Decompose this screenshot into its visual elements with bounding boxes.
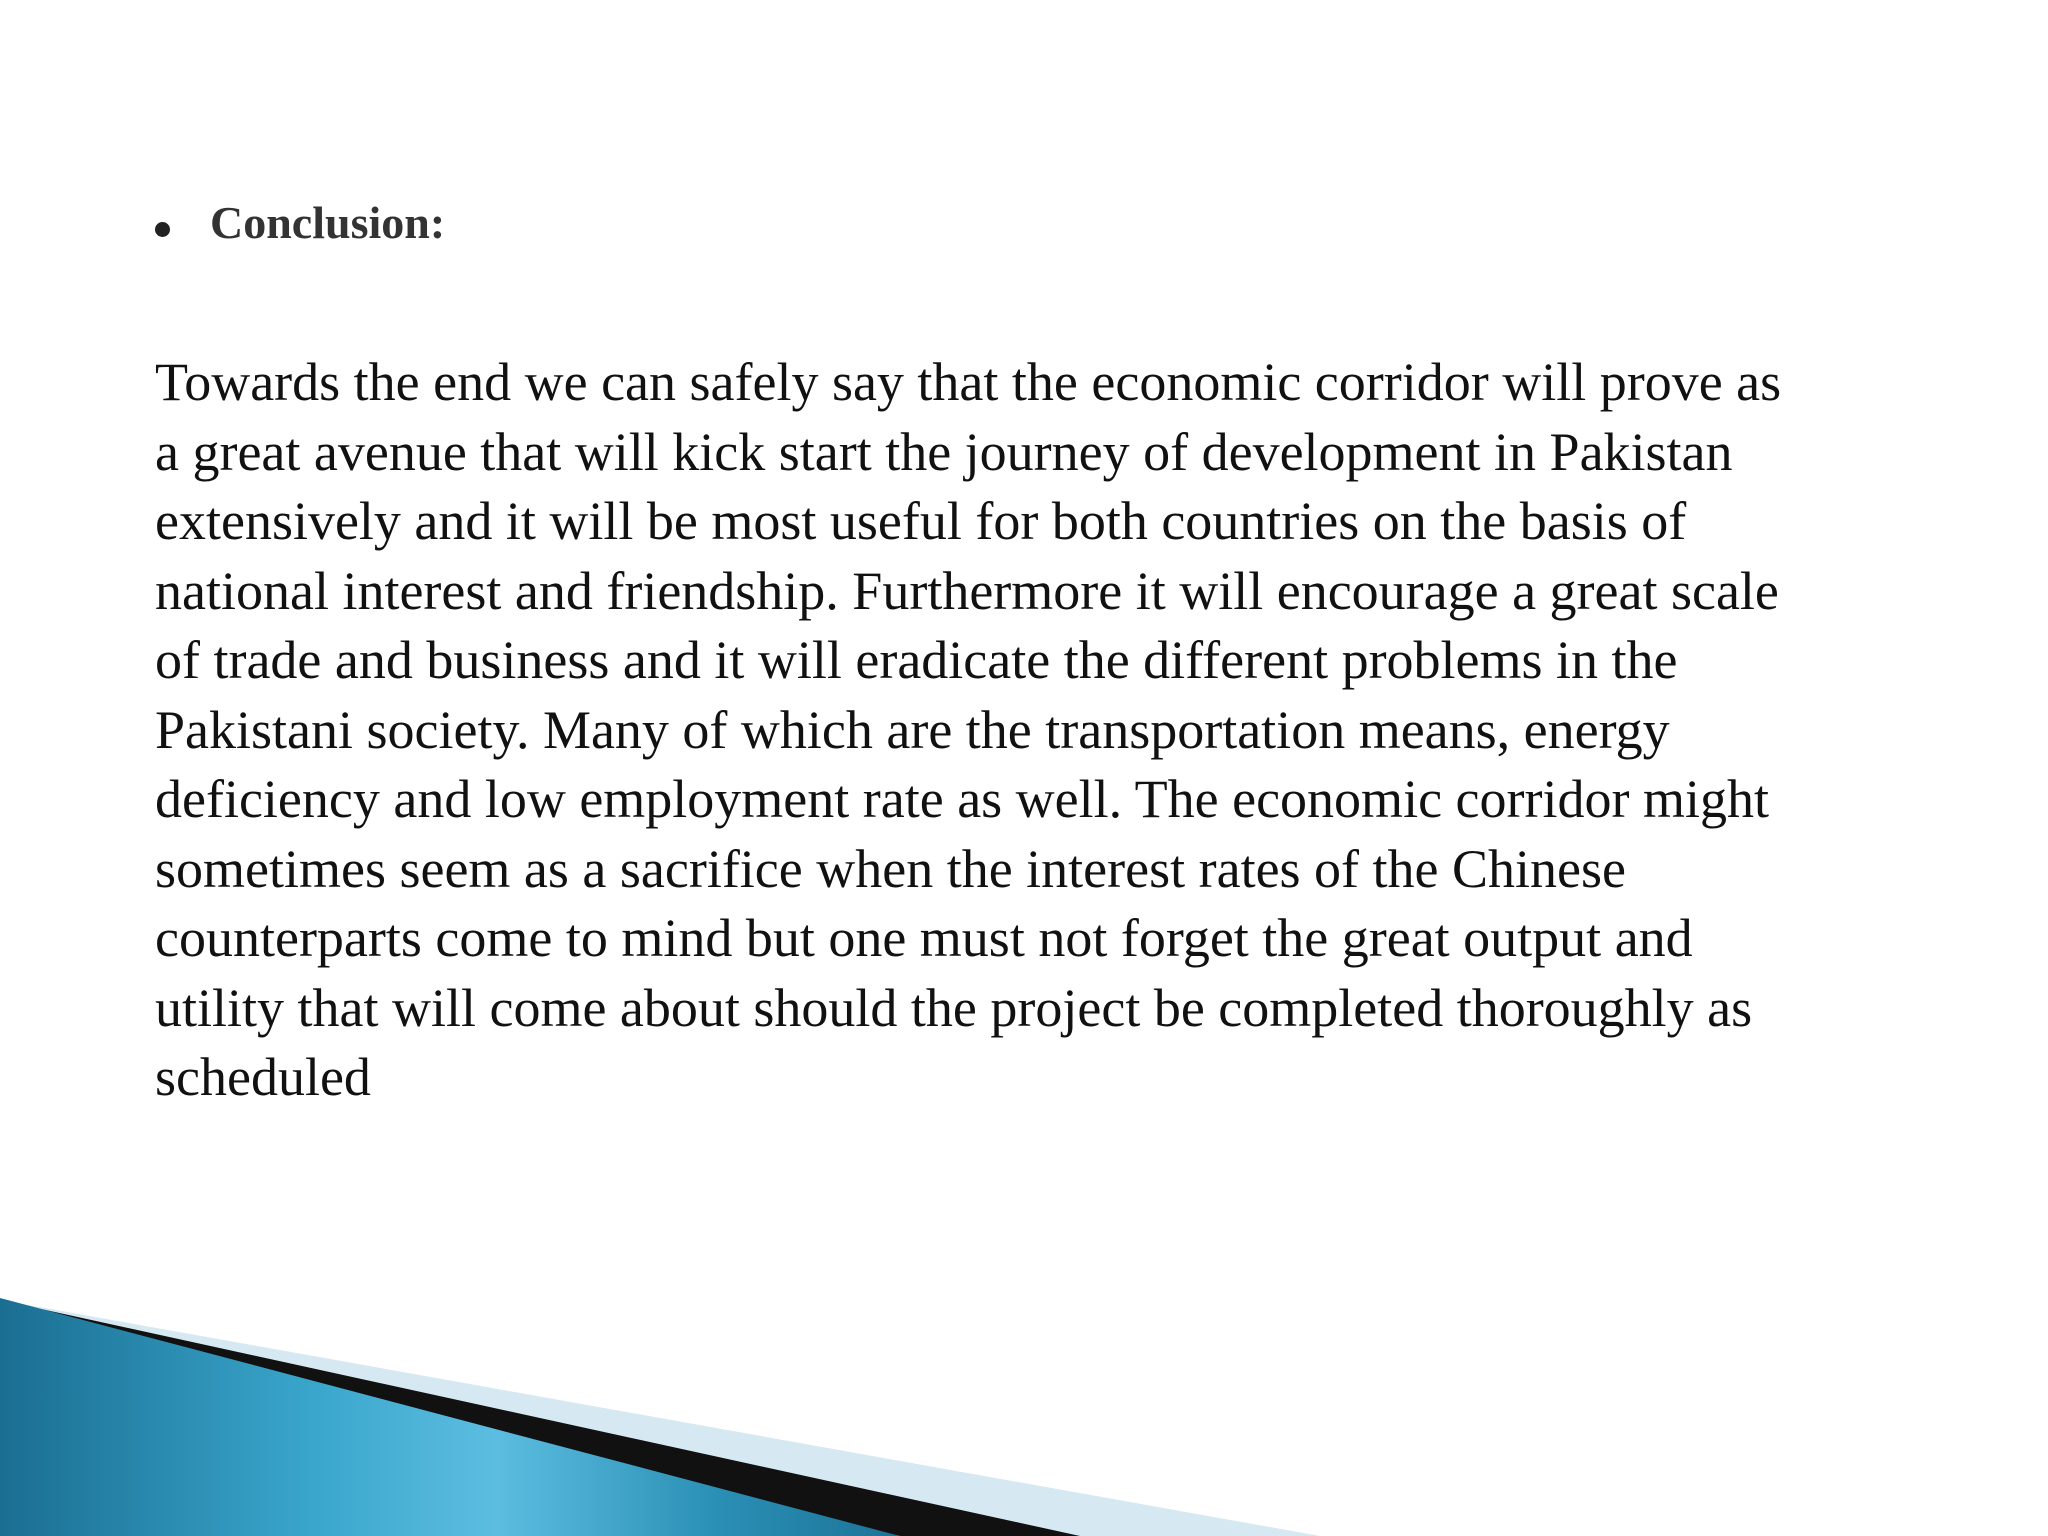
paragraph-line: utility that will come about should the project be completed thoroughly as xyxy=(155,977,1753,1038)
paragraph-line: a great avenue that will kick start the journey of development in Pakistan xyxy=(155,421,1733,482)
slide-heading xyxy=(155,196,445,249)
paragraph-line: deficiency and low employment rate as well. The economic corridor might xyxy=(155,769,1769,829)
paragraph-line: sometimes seem as a sacrifice when the interest rates of the Chinese xyxy=(155,838,1626,899)
paragraph-line: extensively and it will be most useful for both countries on the basis of xyxy=(155,491,1687,551)
bullet-icon xyxy=(155,222,170,237)
paragraph-line: Towards the end we can safely say that the economic corridor will prove as xyxy=(155,352,1782,412)
paragraph-line: national interest and friendship. Furthermore it will encourage a great scale xyxy=(155,560,1779,621)
conclusion-paragraph xyxy=(155,348,1915,1113)
paragraph-line: Pakistani society. Many of which are the transportation means, energy xyxy=(155,699,1670,760)
heading-text: Conclusion: xyxy=(210,197,446,248)
paragraph-line: of trade and business and it will eradicate the different problems in the xyxy=(155,630,1678,690)
paragraph-line: counterparts come to mind but one must not forget the great output and xyxy=(155,908,1693,968)
paragraph-line: scheduled xyxy=(155,1047,371,1107)
